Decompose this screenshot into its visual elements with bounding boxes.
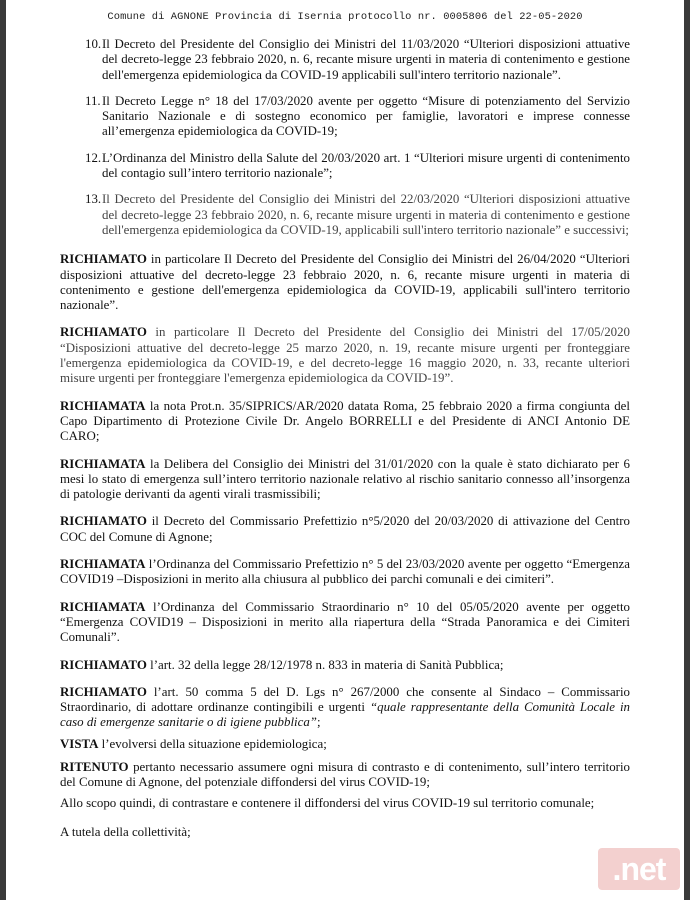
paragraph [60, 760, 630, 791]
list-item [60, 192, 630, 238]
paragraph: A tutela della collettività; [60, 824, 191, 839]
item-text: L’Ordinanza del Ministro della Salute del 20/03/2020 art. 1 “Ulteriori misure urgenti di contenimento del contagio sull’intero territorio nazionale”; [102, 150, 630, 181]
paragraph-text: la nota Prot.n. 35/SIPRICS/AR/2020 datata Roma, 25 febbraio 2020 a firma congiunta del Capo Dipartimento di Protezione Civile Dr. Angelo BORRELLI e del Presidente di ANCI Antonio DE CARO; [60, 398, 630, 444]
item-text: Il Decreto del Presidente del Consiglio dei Ministri del 11/03/2020 “Ulteriori disposizioni attuative del decreto-legge 23 febbraio 2020, n. 6, recante misure urgenti in materia di contenimento e gestione dell'emergenza epidemiologica da COVID-19 applicabili sull'intero territorio nazionale”. [102, 37, 630, 82]
list-item [60, 37, 630, 83]
paragraph [60, 252, 630, 313]
list-item [60, 151, 630, 182]
paragraph [60, 658, 630, 673]
watermark-text: .net [612, 850, 666, 887]
paragraph-text: il Decreto del Commissario Prefettizio n°5/2020 del 20/03/2020 di attivazione del Centro COC del Comune di Agnone; [60, 514, 630, 544]
paragraph-keyword: RICHIAMATA [60, 456, 146, 471]
item-number: 13. [85, 192, 102, 207]
paragraph [60, 685, 630, 731]
paragraph-quote: “quale rappresentante della Comunità Locale in caso di emergenze sanitarie o di igiene pubblica” [60, 700, 631, 730]
paragraph-text: in particolare Il Decreto del Presidente del Consiglio dei Ministri del 17/05/2020 “Disposizioni attuative del decreto-legge 25 marzo 2020, n. 19, recante misure urgenti per fronteggiare l'emergenza epidemiologica da COVID-19, e del decreto-legge 16 maggio 2020, n. 33, recante ulteriori misure urgenti per fronteggiare l'emergenza epidemiologica da COVID-19”. [60, 325, 630, 386]
paragraph [60, 514, 630, 545]
item-text: Il Decreto Legge n° 18 del 17/03/2020 avente per oggetto “Misure di potenziamento del Servizio Sanitario Nazionale e di sostegno economico per famiglie, lavoratori e imprese connesse all’emergenza epidemiologica da COVID-19; [102, 93, 630, 139]
paragraph-text: in particolare Il Decreto del Presidente del Consiglio dei Ministri del 26/04/2020 “Ulteriori disposizioni attuative del decreto-legge 23 febbraio 2020, n. 6, recante misure urgenti in materia di contenimento e gestione dell'emergenza epidemiologica da COVID-19, applicabili sull'intero territorio nazionale”. [60, 252, 630, 313]
paragraph-keyword: RICHIAMATA [60, 557, 146, 572]
paragraph-keyword: RICHIAMATO [60, 684, 147, 699]
right-border [684, 0, 690, 900]
paragraph-keyword: RICHIAMATO [60, 252, 147, 267]
paragraph [60, 325, 630, 386]
paragraph-text: l’evolversi della situazione epidemiologica; [98, 736, 327, 751]
paragraph [60, 600, 630, 646]
site-watermark [598, 848, 680, 890]
paragraph [60, 557, 630, 588]
paragraph-keyword: RICHIAMATA [60, 398, 146, 413]
paragraph-keyword: RICHIAMATA [60, 599, 146, 614]
paragraph-text: l’Ordinanza del Commissario Prefettizio n° 5 del 23/03/2020 avente per oggetto “Emergenza COVID19 –Disposizioni in merito alla chiusura al pubblico dei parchi comunali e dei cimiteri”. [60, 557, 630, 587]
paragraph-keyword: RICHIAMATO [60, 514, 147, 529]
left-border [0, 0, 6, 900]
item-number: 12. [85, 150, 102, 165]
paragraph-keyword: RITENUTO [60, 759, 129, 774]
paragraph-keyword: VISTA [60, 736, 99, 751]
item-number: 11. [85, 93, 101, 108]
paragraph-keyword: RICHIAMATO [60, 657, 147, 672]
paragraph-text: l’Ordinanza del Commissario Straordinario n° 10 del 05/05/2020 avente per oggetto “Emergenza COVID19 – Disposizioni in merito alla riapertura della “Strada Panoramica e dei Cimiteri Comunali”. [60, 599, 630, 645]
paragraph-text: l’art. 50 comma 5 del D. Lgs n° 267/2000 che consente al Sindaco – Commissario Straordinario, di adottare ordinanze contingibili e urgenti [60, 684, 630, 715]
paragraph-keyword: RICHIAMATO [60, 325, 147, 340]
item-number: 10. [85, 37, 102, 51]
paragraph [60, 399, 630, 445]
document-body [60, 37, 630, 852]
paragraph [60, 457, 630, 503]
paragraph [60, 737, 630, 752]
paragraph-text: l’art. 32 della legge 28/12/1978 n. 833 in materia di Sanità Pubblica; [146, 657, 504, 672]
paragraph-tail: ; [316, 715, 321, 730]
paragraph-text: la Delibera del Consiglio dei Ministri del 31/01/2020 con la quale è stato dichiarato per 6 mesi lo stato di emergenza sull’intero territorio nazionale relativo al rischio sanitario connesso all’insorgenza di patologie derivanti da agenti virali trasmissibili; [60, 456, 630, 502]
list-item [60, 94, 630, 140]
paragraph: Allo scopo quindi, di contrastare e contenere il diffondersi del virus COVID-19 sul territorio comunale; [60, 795, 595, 810]
paragraph-text: pertanto necessario assumere ogni misura di contrasto e di contenimento, sull’intero territorio del Comune di Agnone, del potenziale diffondersi del virus COVID-19; [60, 759, 630, 790]
item-text: Il Decreto del Presidente del Consiglio dei Ministri del 22/03/2020 “Ulteriori disposizioni attuative del decreto-legge 23 febbraio 2020, n. 6, recante misure urgenti in materia di contenimento e gestione dell'emergenza epidemiologica da COVID-19, applicabili sull'intero territorio nazionale” e successivi; [102, 192, 630, 237]
protocol-header: Comune di AGNONE Provincia di Isernia protocollo nr. 0005806 del 22-05-2020 [107, 11, 583, 23]
